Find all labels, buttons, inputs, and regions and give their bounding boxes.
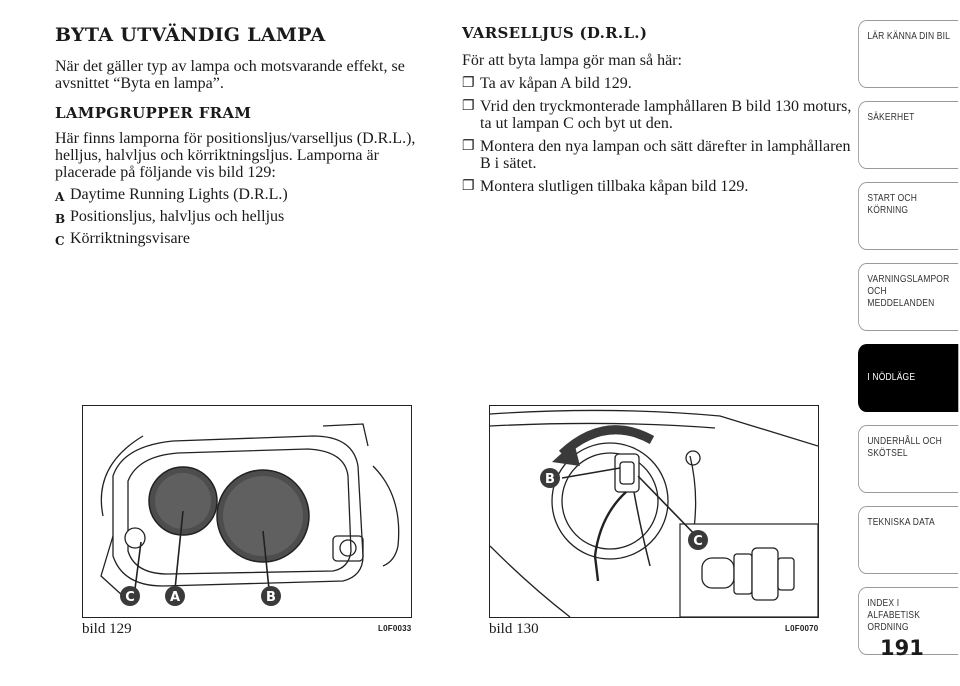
- callout-label: C: [693, 534, 703, 549]
- figure-code: L0F0033: [378, 624, 412, 633]
- legend-item: [55, 207, 435, 229]
- lamp-legend: [55, 185, 435, 251]
- legend-text: Daytime Running Lights (D.R.L.): [70, 186, 288, 203]
- steps-list: [462, 75, 852, 195]
- chapter-tabs: [858, 20, 960, 668]
- legend-text: Positionsljus, halvljus och helljus: [70, 208, 285, 225]
- headlamp-illustration: [83, 406, 411, 617]
- checkbox-square-icon: ❐: [462, 139, 475, 154]
- tab-index[interactable]: INDEX I ALFABETISK ORDNING: [858, 587, 958, 655]
- step-text: Montera slutligen tillbaka kåpan bild 129.: [480, 178, 749, 195]
- tab-start-och-korning[interactable]: START OCH KÖRNING: [858, 182, 958, 250]
- section-title: BYTA UTVÄNDIG LAMPA: [55, 24, 326, 46]
- checkbox-square-icon: ❐: [462, 179, 475, 194]
- tab-tekniska-data[interactable]: TEKNISKA DATA: [858, 506, 958, 574]
- subsection-title: LAMPGRUPPER FRAM: [55, 104, 252, 122]
- intro-paragraph: För att byta lampa gör man så här:: [462, 52, 682, 69]
- section-title: VARSELLJUS (D.R.L.): [462, 24, 648, 42]
- body-paragraph: Här finns lamporna för positionsljus/varselljus (D.R.L.), helljus, halvljus och körriktningsljus. Lamporna är placerade på följande vis bild 129:: [55, 130, 416, 181]
- indicator-c: [125, 528, 145, 548]
- step-item: [462, 98, 852, 132]
- tab-sakerhet[interactable]: SÄKERHET: [858, 101, 958, 169]
- left-column: [55, 24, 435, 251]
- step-item: [462, 178, 852, 195]
- bulb-holder-illustration: [490, 406, 818, 617]
- legend-key: C: [55, 234, 65, 248]
- figure-headlamp-assembly: [82, 405, 412, 618]
- bulb-holder-b: [615, 454, 639, 492]
- step-item: [462, 75, 852, 92]
- legend-key: A: [55, 190, 65, 204]
- tab-underhall-och-skotsel[interactable]: UNDERHÅLL OCH SKÖTSEL: [858, 425, 958, 493]
- checkbox-square-icon: ❐: [462, 76, 475, 91]
- legend-key: B: [55, 212, 66, 226]
- tab-lar-kanna-din-bil[interactable]: LÄR KÄNNA DIN BIL: [858, 20, 958, 88]
- page-number: 191: [880, 636, 924, 660]
- step-text: Montera den nya lampan och sätt därefter in lamphållaren B i sätet.: [480, 138, 851, 172]
- tab-i-nodlage[interactable]: I NÖDLÄGE: [858, 344, 958, 412]
- callout-label: A: [169, 590, 181, 605]
- tab-varningslampor[interactable]: VARNINGSLAMPOR OCH MEDDELANDEN: [858, 263, 958, 331]
- callout-label: B: [545, 472, 555, 487]
- figure-caption: bild 129: [82, 621, 132, 637]
- middle-column: [462, 24, 852, 201]
- legend-text: Körriktningsvisare: [70, 230, 190, 247]
- step-item: [462, 138, 852, 172]
- figure-code: L0F0070: [785, 624, 819, 633]
- figure-drl-bulb-holder: [489, 405, 819, 618]
- legend-item: [55, 185, 435, 207]
- callout-label: C: [125, 590, 135, 605]
- legend-item: [55, 229, 435, 251]
- figure-caption: bild 130: [489, 621, 539, 637]
- checkbox-square-icon: ❐: [462, 99, 475, 114]
- step-text: Vrid den tryckmonterade lamphållaren B bild 130 moturs, ta ut lampan C och byt ut den.: [480, 98, 852, 132]
- step-text: Ta av kåpan A bild 129.: [480, 75, 632, 92]
- callout-label: B: [266, 590, 276, 605]
- intro-paragraph: När det gäller typ av lampa och motsvarande effekt, se avsnittet “Byta en lampa”.: [55, 58, 405, 92]
